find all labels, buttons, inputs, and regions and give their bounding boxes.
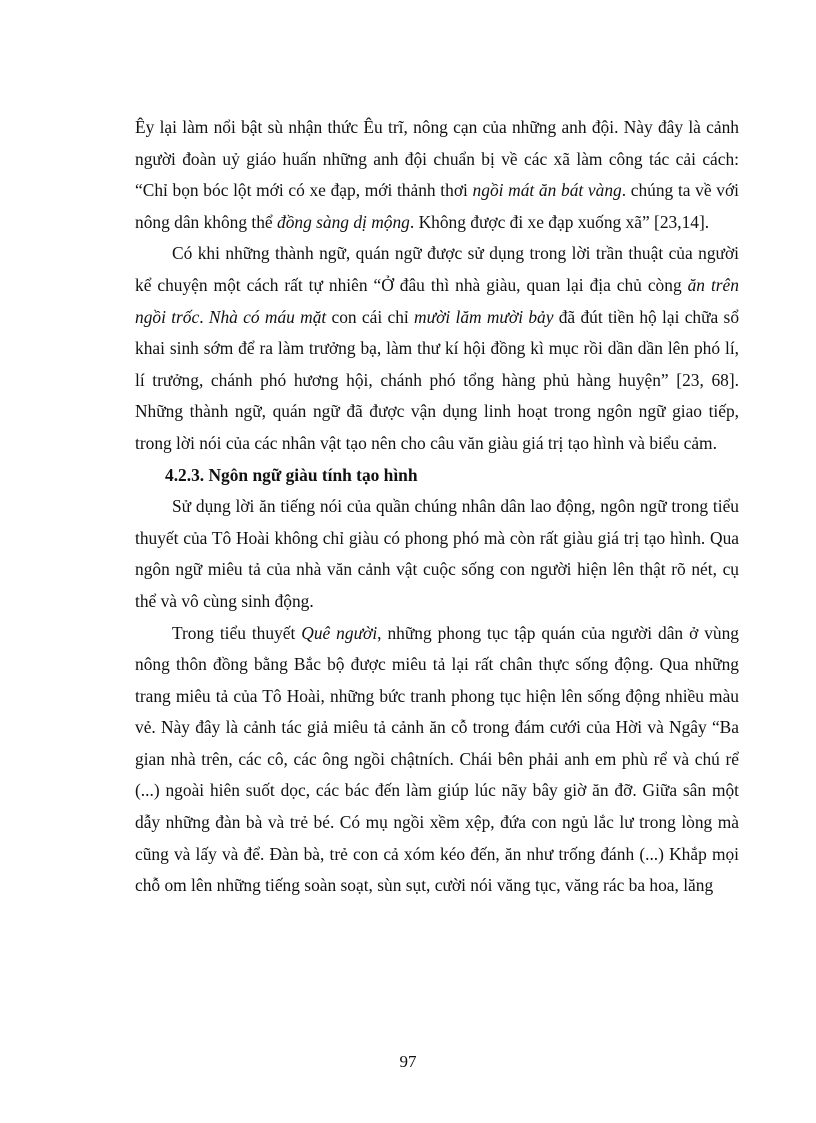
- text-run: . chúng ta về với nông dân không thể: [135, 180, 740, 232]
- paragraph-4: [135, 618, 739, 902]
- text-run: đã đút tiền hộ lại chữa sổ khai sinh sớm để ra làm trưởng bạ, làm thư kí hội đồng kì mục rồi dần dần lên phó lí, lí trưởng, chánh phó hương hội, chánh phó tổng hàng phủ hàng huyện” [23, 68]. Những thành ngữ, quán ngữ đã được vận dụng linh hoạt trong ngôn ngữ giao tiếp, trong lời nói của các nhân vật tạo nên cho câu văn giàu giá trị tạo hình và biểu cảm.: [135, 306, 740, 453]
- text-run: . Không được đi xe đạp xuống xã” [23,14].: [409, 211, 710, 232]
- text-run: .: [199, 306, 209, 327]
- paragraph-2: [135, 238, 739, 459]
- page-number: 97: [399, 1052, 417, 1071]
- book-title-italic: Quê người: [301, 622, 378, 643]
- text-run: , những phong tục tập quán của người dân ở vùng nông thôn đồng bằng Bắc bộ được miêu tả lại rất chân thực sống động. Qua những trang miêu tả của Tô Hoài, những bức tranh phong tục hiện lên sống động nhiều màu vẻ. Này đây là cảnh tác giả miêu tả cảnh ăn cỗ trong đám cưới của Hời và Ngây “Ba gian nhà trên, các cô, các ông ngồi chậtních. Chái bên phải anh em phù rể và chú rể (...) ngoài hiên suốt dọc, các bác đến làm giúp lúc nãy bây giờ ăn đỡ. Giữa sân một dẫy những đàn bà và trẻ bé. Có mụ ngồi xềm xệp, đứa con ngủ lắc lư trong lòng mà cũng và lấy và để. Đàn bà, trẻ con cả xóm kéo đến, ăn như trống đánh (...) Khắp mọi chỗ om lên những tiếng soàn soạt, sùn sụt, cười nói văng tục, văng rác ba hoa, lăng: [135, 622, 739, 896]
- text-run: Êy lại làm nổi bật sù nhận thức Êu trĩ, nông cạn của những anh đội. Này đây là cảnh người đoàn uỷ giáo huấn những anh đội chuẩn bị về các xã làm công tác cải cách: “Chỉ bọn bóc lột mới có xe đạp, mới thảnh thơi: [135, 117, 739, 201]
- text-run: con cái chỉ: [326, 306, 415, 327]
- idiom-italic: Nhà có máu mặt: [208, 306, 327, 327]
- body-text: [135, 112, 739, 902]
- section-heading: 4.2.3. Ngôn ngữ giàu tính tạo hình: [165, 464, 418, 485]
- text-run: Trong tiểu thuyết: [172, 622, 302, 643]
- paragraph-3: Sử dụng lời ăn tiếng nói của quần chúng nhân dân lao động, ngôn ngữ trong tiểu thuyết của Tô Hoài không chỉ giàu có phong phó mà còn rất giàu giá trị tạo hình. Qua ngôn ngữ miêu tả của nhà văn cảnh vật cuộc sống con người hiện lên thật rõ nét, cụ thể và vô cùng sinh động.: [135, 496, 739, 611]
- idiom-italic: ăn trên ngồi trốc: [135, 274, 739, 327]
- text-run: Có khi những thành ngữ, quán ngữ được sử dụng trong lời trần thuật của người kể chuyện một cách rất tự nhiên “Ở đâu thì nhà giàu, quan lại địa chủ còng: [135, 243, 739, 295]
- idiom-italic: ngồi mát ăn bát vàng: [472, 180, 622, 201]
- idiom-italic: mười lăm mười bảy: [414, 306, 554, 327]
- idiom-italic: đồng sàng dị mộng: [277, 211, 410, 232]
- paragraph-1: [135, 112, 739, 238]
